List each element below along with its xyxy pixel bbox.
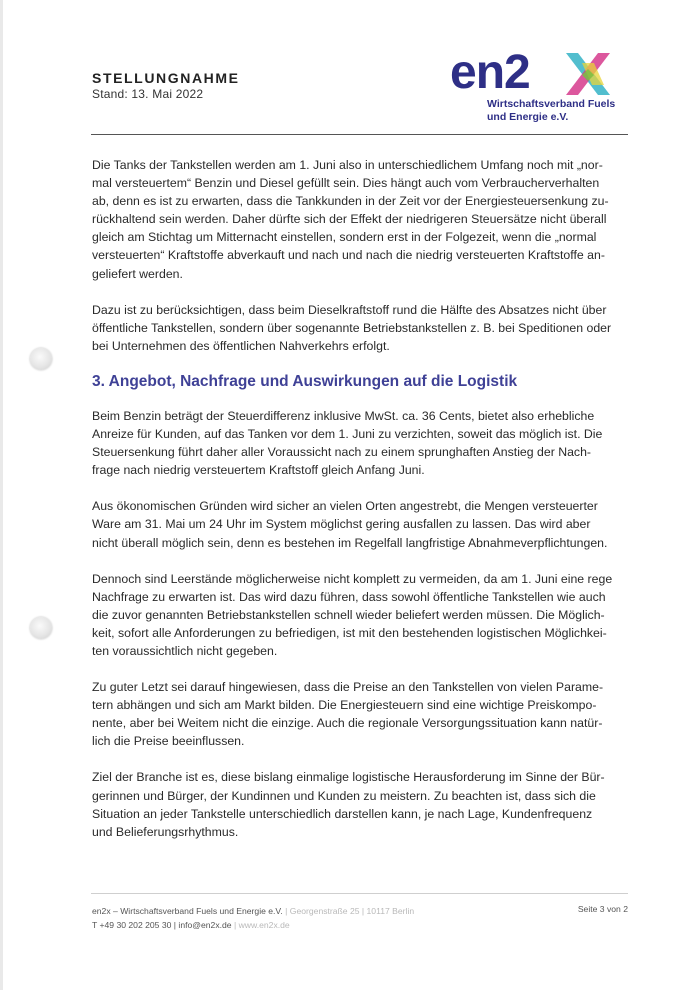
paragraph: Dennoch sind Leerstände möglicherweise nicht komplett zu vermeiden, da am 1. Juni eine rege Nachfrage zu erwarten ist. Das wird dazu führen, dass sowohl öffentliche Tankstellen wie auch die zuvor genannten Betriebstankstellen schnell wieder beliefert werden müssen. Die Möglich- keit, sofort alle Anforderungen zu befriedigen, ist mit den bestehenden logistischen Möglichkei- ten voraussichtlich nicht gegeben. <box>92 571 613 658</box>
footer-organization: en2x – Wirtschaftsverband Fuels und Energie e.V. <box>92 906 283 916</box>
page-number: Seite 3 von 2 <box>577 904 628 914</box>
document-body <box>92 156 629 859</box>
header-divider <box>91 134 628 135</box>
logo-wordmark: en2 <box>450 46 530 99</box>
footer-address: | Georgenstraße 25 | 10117 Berlin <box>285 906 415 916</box>
paragraph: Dazu ist zu berücksichtigen, dass beim Dieselkraftstoff rund die Hälfte des Absatzes nicht über öffentliche Tankstellen, sondern über sogenannte Betriebstankstellen z. B. bei Speditionen oder bei Unternehmen des öffentlichen Nahverkehrs erfolgt. <box>92 302 612 353</box>
footer-email: | info@en2x.de <box>173 920 232 930</box>
document-type-title: STELLUNGNAHME <box>92 70 240 86</box>
paragraph: Beim Benzin beträgt der Steuerdifferenz inklusive MwSt. ca. 36 Cents, bietet also erhebliche Anreize für Kunden, auf das Tanken vor dem 1. Juni zu verzichten, soweit das möglich ist. Die Steuersenkung führt daher aller Voraussicht nach zu einem sprunghaften Anstieg der Nach- frage nach niedrig versteuertem Kraftstoff gleich Anfang Juni. <box>92 408 603 478</box>
en2x-logo <box>450 48 630 128</box>
document-date: Stand: 13. Mai 2022 <box>92 87 204 101</box>
logo-subtitle-line2: und Energie e.V. <box>487 111 569 123</box>
logo-x-icon <box>564 51 612 97</box>
paragraph: Aus ökonomischen Gründen wird sicher an vielen Orten angestrebt, die Mengen versteuerter Ware am 31. Mai um 24 Uhr im System möglichst gering ausfallen zu lassen. Das wird aber nicht überall möglich sein, denn es bestehen im Regelfall langfristige Abnahmeverpflichtungen. <box>92 499 608 550</box>
footer <box>92 904 632 932</box>
section-heading: 3. Angebot, Nachfrage und Auswirkungen auf die Logistik <box>92 372 518 390</box>
footer-divider <box>91 893 628 894</box>
page-edge <box>0 0 3 990</box>
footer-website: | www.en2x.de <box>233 920 290 930</box>
paragraph: Die Tanks der Tankstellen werden am 1. Juni also in unterschiedlichem Umfang noch mit „nor- mal versteuertem“ Benzin und Diesel gefüllt sein. Dies hängt auch vom Verbraucherverhalten ab, denn es ist zu erwarten, dass die Tankkunden in der Zeit vor der Energiesteuersenkung zu- rückhaltend sein werden. Daher dürfte sich der Effekt der niedrigeren Steuersätze nicht überall gleich am Stichtag um Mitternacht einstellen, sondern erst in der Folgezeit, wenn die „normal versteuerten“ Kraftstoffe abverkauft und nach und nach die niedrig versteuerten Kraftstoffe an- geliefert werden. <box>92 158 609 281</box>
paragraph: Zu guter Letzt sei darauf hingewiesen, dass die Preise an den Tankstellen von vielen Parame- tern abhängen und sich am Markt bilden. Die Energiesteuern sind eine wichtige Preiskompo- nente, aber bei Weitem nicht die einzige. Auch die regionale Versorgungssituation kann natür- lich die Preise beeinflussen. <box>92 680 604 749</box>
logo-subtitle <box>487 98 615 124</box>
footer-phone: T +49 30 202 205 30 <box>92 920 172 930</box>
punch-hole <box>30 348 52 370</box>
logo-subtitle-line1: Wirtschaftsverband Fuels <box>487 98 616 110</box>
punch-hole <box>30 617 52 639</box>
footer-line1 <box>92 904 632 918</box>
paragraph: Ziel der Branche ist es, diese bislang einmalige logistische Herausforderung im Sinne der Bür- gerinnen und Bürger, der Kundinnen und Kunden zu meistern. Zu beachten ist, dass sich die Situation an jeder Tankstelle unterschiedlich darstellen kann, je nach Lage, Kundenfrequenz und Belieferungsrhythmus. <box>92 770 605 839</box>
footer-line2 <box>92 918 632 932</box>
